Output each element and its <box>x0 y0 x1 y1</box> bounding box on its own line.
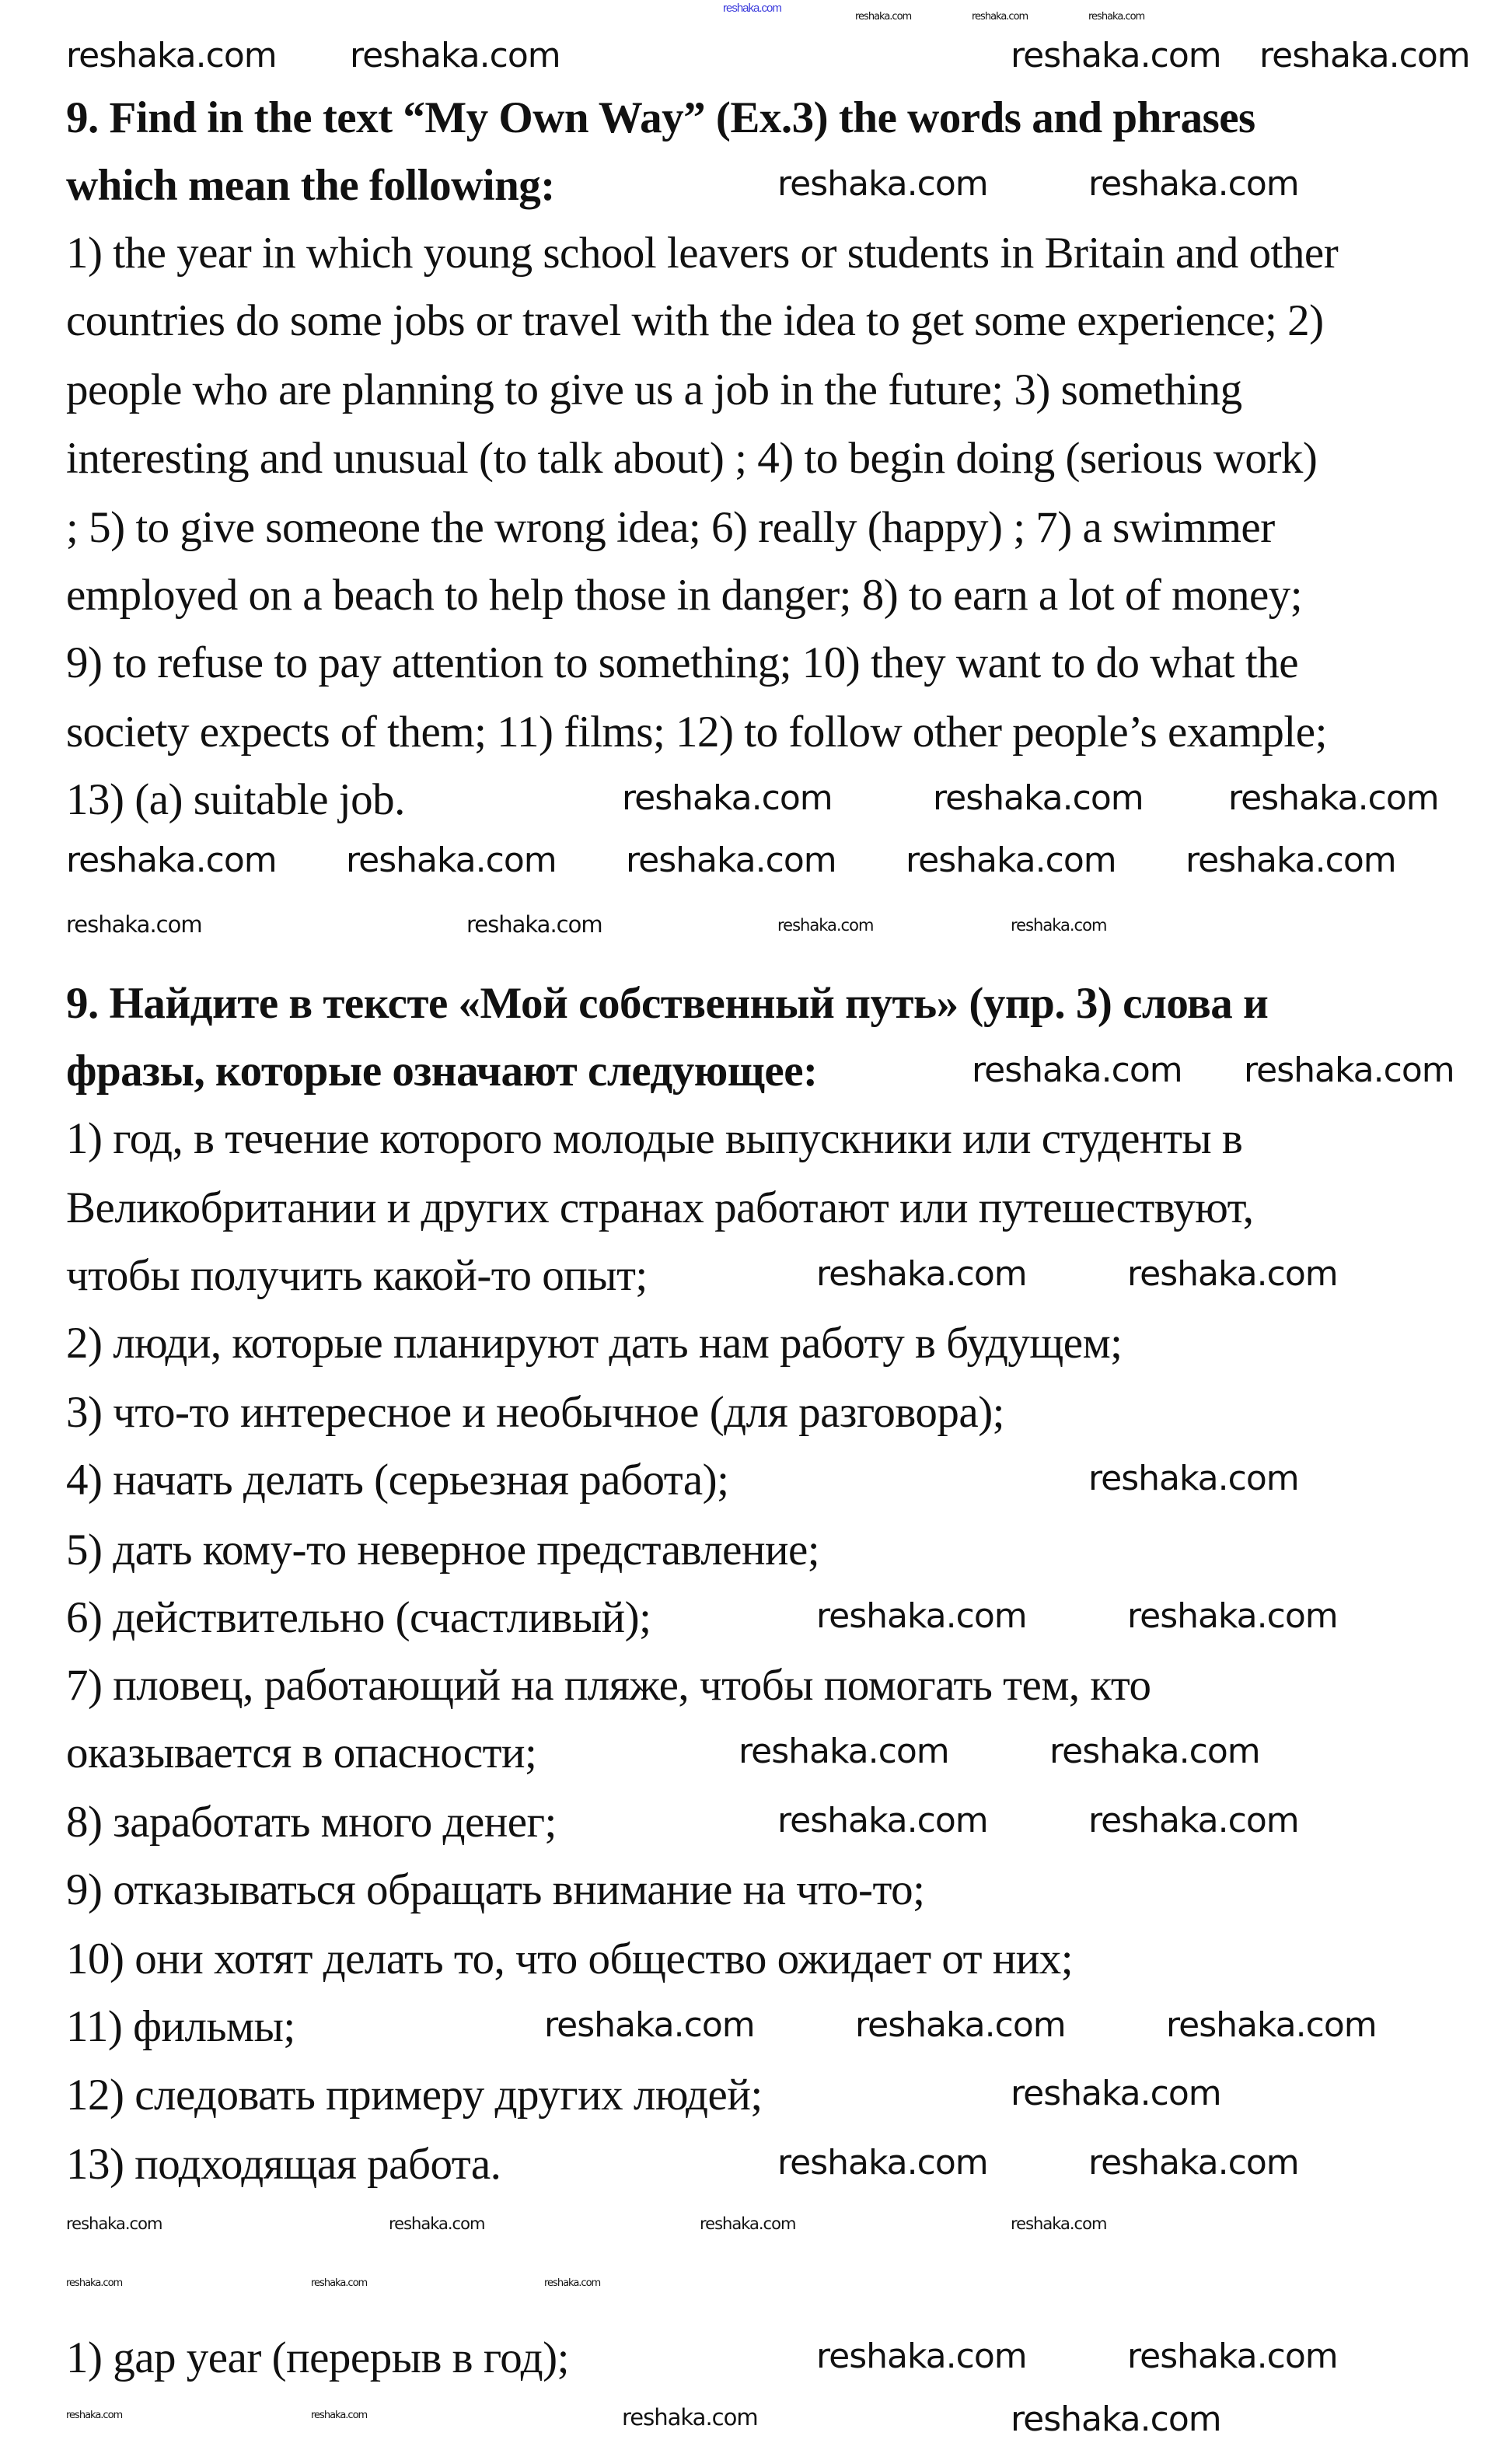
watermark: reshaka.com <box>1011 2399 1221 2439</box>
watermark: reshaka.com <box>1088 2143 1299 2183</box>
russian-text-line: 11) фильмы; <box>66 2002 295 2051</box>
russian-text-line: Великобритании и других странах работают или путешествуют, <box>66 1183 1254 1232</box>
russian-text-line: 5) дать кому-то неверное представление; <box>66 1526 820 1575</box>
russian-text-line: 3) что-то интересное и необычное (для разговора); <box>66 1388 1005 1437</box>
watermark: reshaka.com <box>66 2410 123 2421</box>
english-text-line: ; 5) to give someone the wrong idea; 6) really (happy) ; 7) a swimmer <box>66 503 1275 552</box>
english-text-line: people who are planning to give us a job in the future; 3) something <box>66 365 1242 414</box>
watermark: reshaka.com <box>777 2143 988 2183</box>
english-heading-line-2: which mean the following: <box>66 161 555 210</box>
watermark: reshaka.com <box>906 841 1116 880</box>
watermark: reshaka.com <box>777 916 874 935</box>
russian-text-line: 7) пловец, работающий на пляже, чтобы помогать тем, кто <box>66 1661 1151 1710</box>
watermark: reshaka.com <box>311 2410 368 2421</box>
watermark: reshaka.com <box>1259 36 1470 75</box>
watermark: reshaka.com <box>1127 1254 1338 1294</box>
watermark: reshaka.com <box>1011 2074 1221 2113</box>
watermark: reshaka.com <box>739 1732 949 1771</box>
site-link[interactable]: reshaka.com <box>723 2 781 15</box>
watermark: reshaka.com <box>1186 841 1396 880</box>
watermark: reshaka.com <box>1127 2336 1338 2376</box>
watermark: reshaka.com <box>544 2005 755 2045</box>
russian-text-line: 9) отказываться обращать внимание на что-то; <box>66 1865 925 1914</box>
watermark: reshaka.com <box>622 2404 758 2431</box>
watermark: reshaka.com <box>1088 1801 1299 1840</box>
watermark: reshaka.com <box>622 778 833 818</box>
watermark: reshaka.com <box>1088 1459 1299 1498</box>
watermark: reshaka.com <box>777 164 988 204</box>
watermark: reshaka.com <box>1166 2005 1377 2045</box>
watermark: reshaka.com <box>855 11 912 23</box>
watermark: reshaka.com <box>389 2214 485 2233</box>
watermark: reshaka.com <box>1088 11 1145 23</box>
answer-line: 1) gap year (перерыв в год); <box>66 2333 569 2382</box>
watermark: reshaka.com <box>816 1596 1027 1636</box>
watermark: reshaka.com <box>466 911 602 938</box>
russian-text-line: 6) действительно (счастливый); <box>66 1593 651 1642</box>
russian-text-line: чтобы получить какой-то опыт; <box>66 1251 648 1300</box>
english-text-line: 1) the year in which young school leavers or students in Britain and other <box>66 229 1339 278</box>
english-text-line: 9) to refuse to pay attention to something; 10) they want to do what the <box>66 638 1298 687</box>
english-text-line: interesting and unusual (to talk about) ; 4) to begin doing (serious work) <box>66 434 1318 483</box>
watermark: reshaka.com <box>66 2277 123 2289</box>
watermark: reshaka.com <box>816 1254 1027 1294</box>
watermark: reshaka.com <box>700 2214 796 2233</box>
watermark: reshaka.com <box>1127 1596 1338 1636</box>
watermark: reshaka.com <box>311 2277 368 2289</box>
russian-text-line: 1) год, в течение которого молодые выпускники или студенты в <box>66 1114 1243 1163</box>
watermark: reshaka.com <box>777 1801 988 1840</box>
english-text-line: employed on a beach to help those in danger; 8) to earn a lot of money; <box>66 571 1303 620</box>
english-text-line: countries do some jobs or travel with the idea to get some experience; 2) <box>66 296 1324 345</box>
watermark: reshaka.com <box>66 911 202 938</box>
russian-text-line: 8) заработать много денег; <box>66 1798 557 1847</box>
watermark: reshaka.com <box>544 2277 601 2289</box>
watermark: reshaka.com <box>855 2005 1066 2045</box>
watermark: reshaka.com <box>1011 916 1107 935</box>
russian-text-line: 13) подходящая работа. <box>66 2140 501 2189</box>
watermark: reshaka.com <box>816 2336 1027 2376</box>
russian-text-line: оказывается в опасности; <box>66 1728 537 1777</box>
watermark: reshaka.com <box>346 841 557 880</box>
russian-text-line: 10) они хотят делать то, что общество ожидает от них; <box>66 1934 1074 1983</box>
watermark: reshaka.com <box>626 841 836 880</box>
english-text-line: 13) (a) suitable job. <box>66 775 405 824</box>
russian-heading-line-1: 9. Найдите в тексте «Мой собственный путь» (упр. 3) слова и <box>66 979 1269 1028</box>
watermark: reshaka.com <box>66 36 277 75</box>
watermark: reshaka.com <box>66 841 277 880</box>
russian-text-line: 4) начать делать (серьезная работа); <box>66 1456 729 1505</box>
watermark: reshaka.com <box>1049 1732 1260 1771</box>
watermark: reshaka.com <box>1088 164 1299 204</box>
watermark: reshaka.com <box>1011 36 1221 75</box>
watermark: reshaka.com <box>66 2214 162 2233</box>
watermark: reshaka.com <box>1244 1050 1454 1090</box>
watermark: reshaka.com <box>350 36 560 75</box>
watermark: reshaka.com <box>1228 778 1439 818</box>
russian-text-line: 12) следовать примеру других людей; <box>66 2071 763 2120</box>
watermark: reshaka.com <box>972 1050 1182 1090</box>
watermark: reshaka.com <box>972 11 1028 23</box>
russian-heading-line-2: фразы, которые означают следующее: <box>66 1047 818 1096</box>
russian-text-line: 2) люди, которые планируют дать нам работу в будущем; <box>66 1319 1123 1368</box>
english-text-line: society expects of them; 11) films; 12) to follow other people’s example; <box>66 708 1327 757</box>
english-heading-line-1: 9. Find in the text “My Own Way” (Ex.3) the words and phrases <box>66 93 1255 142</box>
watermark: reshaka.com <box>933 778 1144 818</box>
watermark: reshaka.com <box>1011 2214 1107 2233</box>
